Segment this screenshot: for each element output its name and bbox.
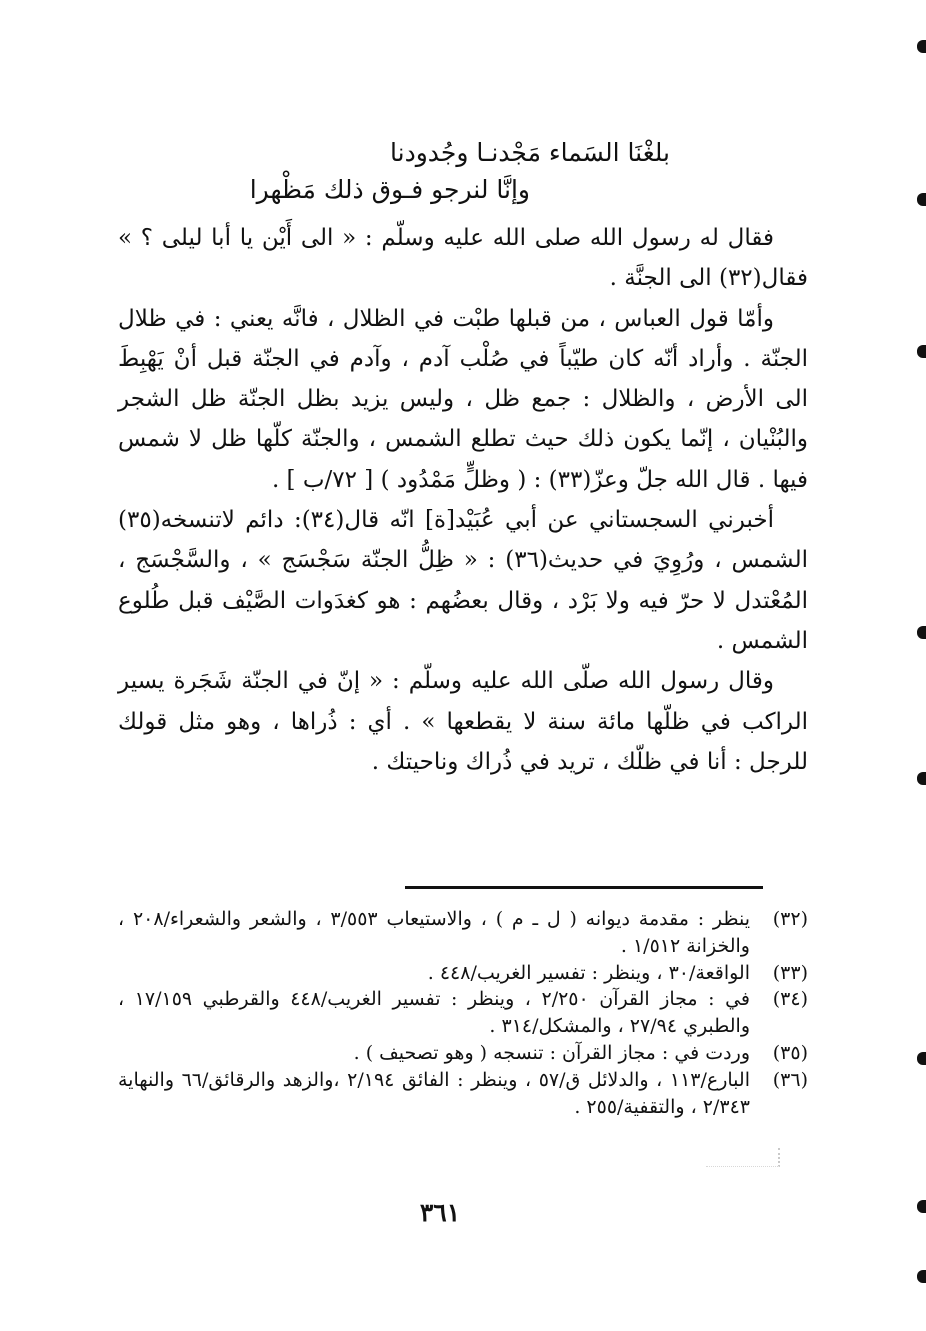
footnote-35 — [118, 1040, 808, 1067]
footnote-text: في : مجاز القرآن ٢/٢٥٠ ، وينظر : تفسير الغريب/٤٤٨ والقرطبي ١٧/١٥٩ ، والطبري ٢٧/٩٤ ، والمشكل/٣١٤ . — [118, 988, 750, 1038]
binding-hole-mark — [917, 1052, 926, 1065]
paragraph-3: أخبرني السجستاني عن أبي عُبَيْد[ة] انّه قال(٣٤): دائم لاتنسخه(٣٥) الشمس ، ورُوِيَ في حديث(٣٦) : « ظِلُّ الجنّة سَجْسَج » ، والسَّجْسَج ، المُعْتدل لا حرّ فيه ولا بَرْد ، وقال بعضُهم : هو كغدَوات الصَّيْف قبل طُلوع الشمس . — [118, 507, 808, 654]
footnote-34 — [118, 986, 808, 1040]
footnote-33 — [118, 960, 808, 987]
paragraph-1: فقال له رسول الله صلى الله عليه وسلّم : « الى أَيْن يا أبا ليلى ؟ » فقال(٣٢) الى الجنَّة . — [118, 225, 808, 292]
binding-hole-mark — [917, 772, 926, 785]
footnote-number: (٣٦) — [772, 1068, 808, 1091]
binding-hole-mark — [917, 193, 926, 206]
binding-hole-mark — [917, 1200, 926, 1213]
footnote-36 — [118, 1067, 808, 1121]
footnotes — [118, 906, 808, 1120]
footnote-number: (٣٣) — [772, 961, 808, 984]
footnote-number: (٣٢) — [772, 908, 808, 930]
binding-hole-mark — [917, 40, 926, 53]
binding-hole-mark — [917, 626, 926, 639]
footnote-text: الواقعة/٣٠ ، وينظر : تفسير الغريب/٤٤٨ . — [427, 961, 750, 984]
footnote-divider — [405, 886, 763, 889]
footnote-number: (٣٤) — [772, 988, 808, 1011]
scan-artifact — [706, 1148, 780, 1167]
poem-line-2: وإنَّا لنرجو فـوق ذلك مَظْهرا — [249, 175, 530, 204]
page-number: ٣٦١ — [419, 1198, 461, 1227]
paragraph-2: وأمّا قول العباس ، من قبلها طبْت في الظلال ، فانَّه يعني : في ظلال الجنّة . وأراد أنّه كان طيّباً في صُلْب آدم ، وآدم في الجنّة قبل أنْ يَهْبِطَ الى الأرض ، والظلال : جمع ظل ، وليس يزيد بظل الجنّة ظل الشجر والبُنْيان ، إنّما يكون ذلك حيث تطلع الشمس ، والجنّة كلّها ظل لا شمس فيها . قال الله جلّ وعزّ(٣٣) : ( وظلٍّ مَمْدُود ) [ ٧٢/ب ] . — [118, 305, 808, 493]
paragraph-4: وقال رسول الله صلّى الله عليه وسلّم : « إنّ في الجنّة شَجَرة يسير الراكب في ظلّها مائة سنة لا يقطعها » . أي : ذُراها ، وهو مثل قولك للرجل : أنا في ظلّك ، تريد في ذُراك وناحيتك . — [118, 668, 808, 775]
footnote-32 — [118, 906, 808, 960]
footnote-number: (٣٥) — [772, 1041, 808, 1064]
footnote-text: وردت في : مجاز القرآن : تنسجه ( وهو تصحيف ) . — [353, 1041, 750, 1064]
body-text — [118, 218, 808, 782]
poem-line-1: بلغْنَا السَماء مَجْدنـا وجُدودنا — [390, 138, 670, 167]
footnote-text: ينظر : مقدمة ديوانه ( ل ـ م ) ، والاستيعاب ٣/٥٥٣ ، والشعر والشعراء/٢٠٨ ، والخزانة ١/٥١٢ . — [118, 908, 750, 957]
footnote-text: البارع/١١٣ ، والدلائل ق/٥٧ ، وينظر : الفائق ٢/١٩٤ ،والزهد والرقائق/٦٦ والنهاية ٢/٣٤٣ ، والتقفية/٢٥٥ . — [118, 1068, 750, 1118]
binding-hole-mark — [917, 1270, 926, 1283]
binding-hole-mark — [917, 345, 926, 358]
